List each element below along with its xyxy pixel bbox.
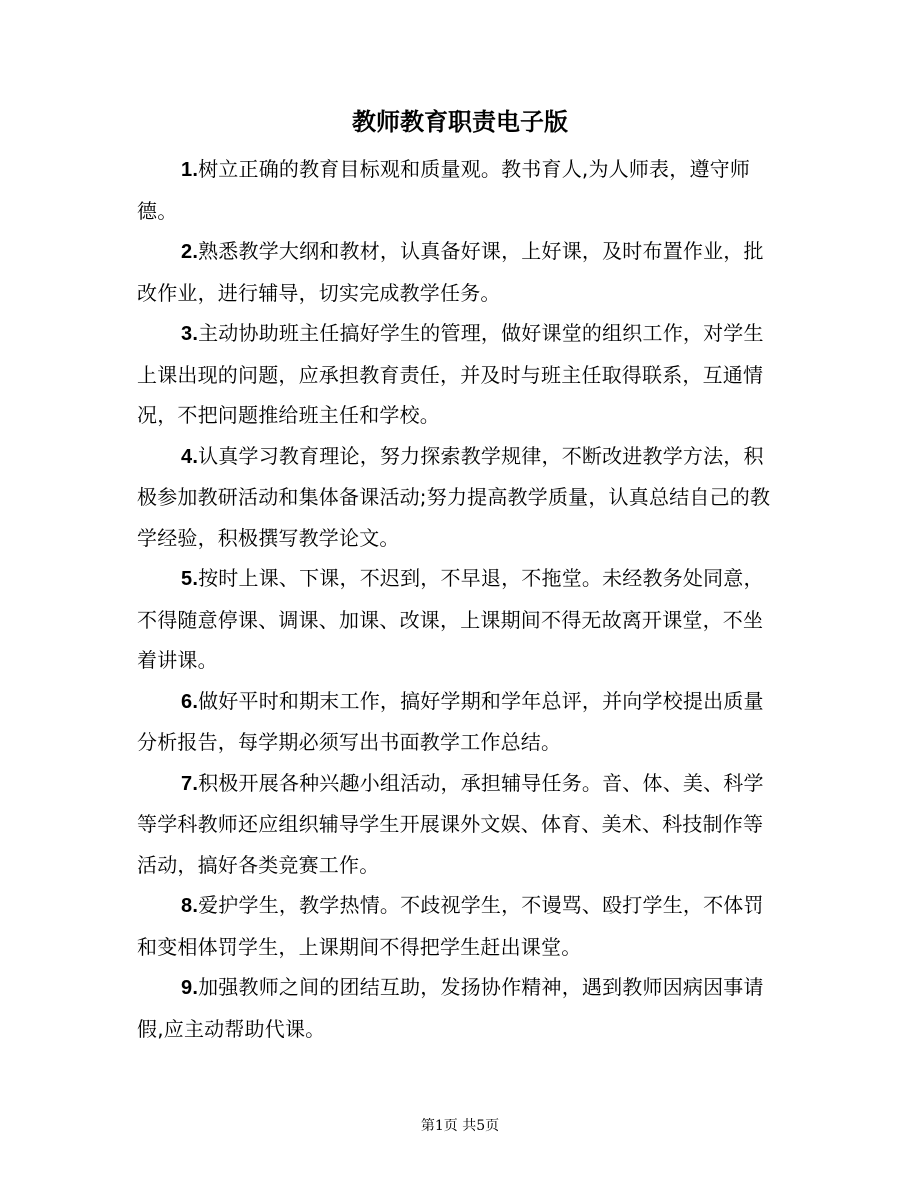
page-footer: 第1页 共5页 [420, 1118, 500, 1134]
item-number: 2. [181, 241, 199, 263]
item-number: 5. [181, 568, 199, 590]
item-text: 积极开展各种兴趣小组活动，承担辅导任务。音、体、美、科学等学科教师还应组织辅导学生开展课外文娱、体育、美术、科技制作等活动，搞好各类竞赛工作。 [137, 770, 764, 877]
item-number: 7. [181, 772, 199, 795]
paragraph-2 [137, 231, 783, 313]
document-body [137, 149, 783, 1049]
item-text: 爱护学生，教学热情。不歧视学生，不谩骂、殴打学生，不体罚和变相体罚学生，上课期间不得把学生赶出课堂。 [137, 893, 764, 959]
item-text: 主动协助班主任搞好学生的管理，做好课堂的组织工作，对学生上课出现的问题，应承担教育责任，并及时与班主任取得联系，互通情况，不把问题推给班主任和学校。 [137, 321, 764, 427]
item-text: 按时上课、下课，不迟到，不早退，不拖堂。未经教务处同意，不得随意停课、调课、加课、改课，上课期间不得无故离开课堂，不坐着讲课。 [137, 566, 764, 672]
item-number: 3. [181, 323, 199, 345]
page-title: 教师教育职责电子版 [352, 108, 568, 136]
paragraph-9 [137, 967, 783, 1049]
paragraph-3 [137, 313, 783, 436]
item-number: 9. [181, 977, 199, 999]
item-text: 做好平时和期末工作，搞好学期和学年总评，并向学校提出质量分析报告，每学期必须写出书面教学工作总结。 [137, 688, 764, 754]
paragraph-7 [137, 763, 783, 886]
item-text: 加强教师之间的团结互助，发扬协作精神，遇到教师因病因事请假,应主动帮助代课。 [137, 975, 764, 1041]
paragraph-1 [137, 149, 783, 231]
paragraph-4 [137, 436, 783, 559]
item-text: 树立正确的教育目标观和质量观。教书育人,为人师表，遵守师德。 [137, 157, 751, 223]
item-number: 4. [181, 445, 199, 468]
paragraph-6 [137, 681, 783, 763]
paragraph-8 [137, 885, 783, 967]
paragraph-5 [137, 558, 783, 681]
item-text: 熟悉教学大纲和教材，认真备好课，上好课，及时布置作业，批改作业，进行辅导，切实完成教学任务。 [137, 239, 764, 305]
item-number: 8. [181, 895, 199, 917]
item-number: 1. [181, 159, 199, 181]
item-number: 6. [181, 690, 199, 713]
item-text: 认真学习教育理论，努力探索教学规律，不断改进教学方法，积极参加教研活动和集体备课活动;努力提高教学质量，认真总结自己的教学经验，积极撰写教学论文。 [137, 443, 771, 550]
